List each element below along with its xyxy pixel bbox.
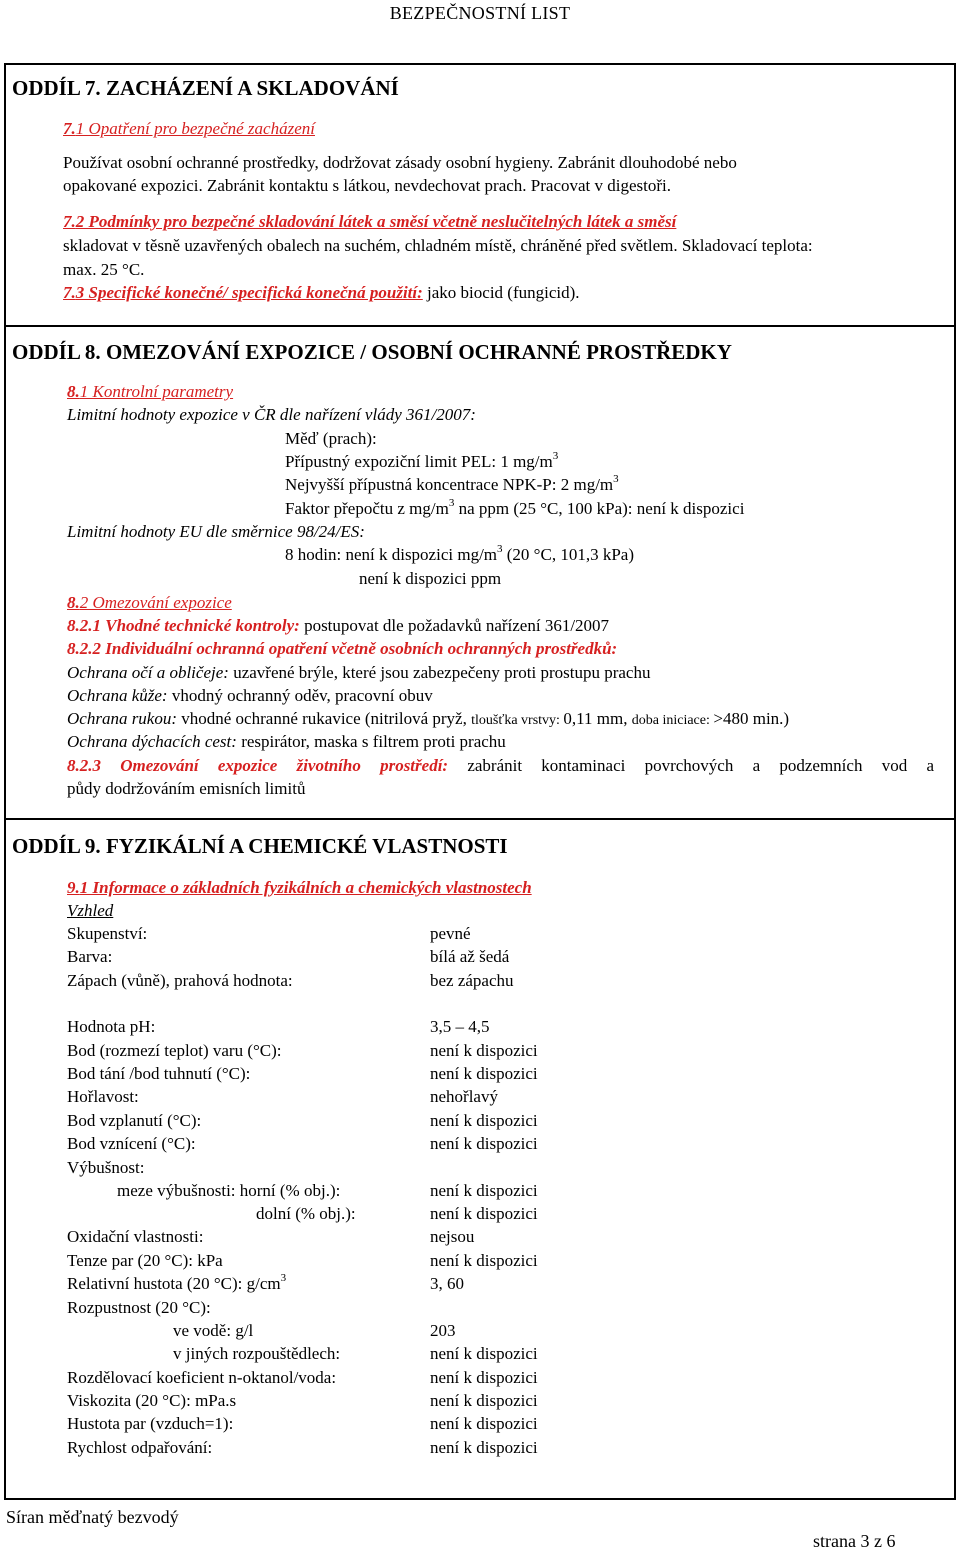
property-label: Oxidační vlastnosti: xyxy=(67,1227,204,1246)
respiratory-protection-line: Ochrana dýchacích cest: respirátor, maska s filtrem proti prachu xyxy=(67,732,506,751)
eu-8h-line: 8 hodin: není k dispozici $mg/m^3$ (20 °C, 101,3 kPa) xyxy=(285,543,634,564)
property-value: není k dispozici xyxy=(430,1134,538,1153)
section-name: OMEZOVÁNÍ EXPOZICE / OSOBNÍ OCHRANNÉ PROSTŘEDKY xyxy=(100,340,732,364)
property-label: v jiných rozpouštědlech: xyxy=(173,1344,341,1363)
subsection-7-3: 7.3 Specifické konečné/ specifická konečná použití: jako biocid (fungicid). xyxy=(63,283,580,302)
section-7-title xyxy=(12,77,399,100)
property-value: nejsou xyxy=(430,1227,475,1246)
paragraph-line: půdy dodržováním emisních limitů xyxy=(67,779,306,798)
subsection-8-1-heading: 8.1 Kontrolní parametry xyxy=(67,382,234,401)
property-value: 203 xyxy=(430,1321,456,1340)
property-label: Výbušnost: xyxy=(67,1158,145,1177)
section-name: FYZIKÁLNÍ A CHEMICKÉ VLASTNOSTI xyxy=(100,834,508,858)
property-label: Relativní hustota (20 °C): $g/cm^3$ xyxy=(67,1272,287,1293)
footer-product-name: Síran měďnatý bezvodý xyxy=(6,1507,179,1527)
document-header: BEZPEČNOSTNÍ LIST xyxy=(389,3,571,23)
subsection-8-2-3: 8.2.3 Omezování expozice životního prostředí: zabránit kontaminaci povrchových a podzemních vod a xyxy=(67,756,934,775)
section-name: ZACHÁZENÍ A SKLADOVÁNÍ xyxy=(100,76,399,100)
section-divider xyxy=(4,818,956,820)
property-value: bílá až šedá xyxy=(430,947,510,966)
property-label: Viskozita (20 °C): mPa.s xyxy=(67,1391,237,1410)
conversion-factor-line: Faktor přepočtu z $mg/m^3$ na ppm (25 °C, 100 kPa): není k dispozici xyxy=(285,497,745,518)
property-label: Bod vznícení (°C): xyxy=(67,1134,196,1153)
subsection-7-2-heading: 7.2 Podmínky pro bezpečné skladování látek a směsí včetně neslučitelných látek a směsí xyxy=(63,212,677,231)
section-number: ODDÍL 8. xyxy=(12,340,101,364)
footer-page-number: strana 3 z 6 xyxy=(813,1531,896,1551)
section-8-title xyxy=(12,341,732,364)
property-value: není k dispozici xyxy=(430,1368,538,1387)
property-label: dolní (% obj.): xyxy=(256,1204,356,1223)
section-divider xyxy=(4,325,956,327)
appearance-heading: Vzhled xyxy=(67,901,114,920)
property-label: Rychlost odpařování: xyxy=(67,1438,213,1457)
property-label: meze výbušnosti: horní (% obj.): xyxy=(117,1181,341,1200)
section-number: ODDÍL 9. xyxy=(12,834,101,858)
hand-protection-line: Ochrana rukou: vhodné ochranné rukavice (nitrilová pryž, tloušťka vrstvy: 0,11 mm, doba iniciace: >480 min.) xyxy=(67,709,790,728)
npk-line: Nejvyšší přípustná koncentrace NPK-P: 2 $mg/m^3$ xyxy=(285,473,619,494)
subsection-9-1-heading: 9.1 Informace o základních fyzikálních a chemických vlastnostech xyxy=(67,878,532,897)
property-value: není k dispozici xyxy=(430,1041,538,1060)
pel-line: Přípustný expoziční limit PEL: 1 $mg/m^3$ xyxy=(285,450,559,471)
property-value: není k dispozici xyxy=(430,1391,538,1410)
paragraph-line: opakované expozici. Zabránit kontaktu s látkou, nevdechovat prach. Pracovat v digestoři. xyxy=(63,176,672,195)
subsection-8-2-heading: 8.2 Omezování expozice xyxy=(67,593,232,612)
property-value: bez zápachu xyxy=(430,971,514,990)
property-value: nehořlavý xyxy=(430,1087,498,1106)
property-value: 3, 60 xyxy=(430,1274,464,1293)
section-9-title xyxy=(12,835,508,858)
property-value: není k dispozici xyxy=(430,1414,538,1433)
property-value: není k dispozici xyxy=(430,1438,538,1457)
subsection-8-2-1: 8.2.1 Vhodné technické kontroly: postupovat dle požadavků nařízení 361/2007 xyxy=(67,616,610,635)
limits-eu-label: Limitní hodnoty EU dle směrnice 98/24/ES: xyxy=(67,522,365,541)
property-label: Hořlavost: xyxy=(67,1087,139,1106)
property-value: pevné xyxy=(430,924,471,943)
property-value: 3,5 – 4,5 xyxy=(430,1017,490,1036)
property-label: Zápach (vůně), prahová hodnota: xyxy=(67,971,293,990)
property-label: Bod vzplanutí (°C): xyxy=(67,1111,202,1130)
property-value: není k dispozici xyxy=(430,1251,538,1270)
skin-protection-line: Ochrana kůže: vhodný ochranný oděv, pracovní obuv xyxy=(67,686,433,705)
limits-cr-label: Limitní hodnoty expozice v ČR dle nařízení vlády 361/2007: xyxy=(67,405,476,424)
property-label: Hustota par (vzduch=1): xyxy=(67,1414,234,1433)
property-label: Tenze par (20 °C): kPa xyxy=(67,1251,223,1270)
property-value: není k dispozici xyxy=(430,1111,538,1130)
eye-protection-line: Ochrana očí a obličeje: uzavřené brýle, které jsou zabezpečeny proti prostupu prachu xyxy=(67,663,651,682)
property-label: Rozdělovací koeficient n-oktanol/voda: xyxy=(67,1368,337,1387)
property-label: Bod (rozmezí teplot) varu (°C): xyxy=(67,1041,282,1060)
subsection-7-1-heading: 7.1 Opatření pro bezpečné zacházení xyxy=(63,119,315,138)
eu-ppm-line: není k dispozici ppm xyxy=(359,569,502,588)
property-value: není k dispozici xyxy=(430,1204,538,1223)
property-label: Hodnota pH: xyxy=(67,1017,156,1036)
paragraph-line: max. 25 °C. xyxy=(63,260,145,279)
property-label: ve vodě: g/l xyxy=(173,1321,254,1340)
paragraph-line: Používat osobní ochranné prostředky, dodržovat zásady osobní hygieny. Zabránit dlouhodobé nebo xyxy=(63,153,737,172)
property-label: Barva: xyxy=(67,947,113,966)
paragraph-line: skladovat v těsně uzavřených obalech na suchém, chladném místě, chráněné před světlem. Skladovací teplota: xyxy=(63,236,813,255)
property-value: není k dispozici xyxy=(430,1181,538,1200)
property-label: Rozpustnost (20 °C): xyxy=(67,1298,211,1317)
section-number: ODDÍL 7. xyxy=(12,76,101,100)
property-label: Bod tání /bod tuhnutí (°C): xyxy=(67,1064,251,1083)
property-value: není k dispozici xyxy=(430,1064,538,1083)
subsection-8-2-2-heading: 8.2.2 Individuální ochranná opatření včetně osobních ochranných prostředků: xyxy=(67,639,618,658)
property-label: Skupenství: xyxy=(67,924,148,943)
substance-label: Měď (prach): xyxy=(285,429,377,448)
property-value: není k dispozici xyxy=(430,1344,538,1363)
